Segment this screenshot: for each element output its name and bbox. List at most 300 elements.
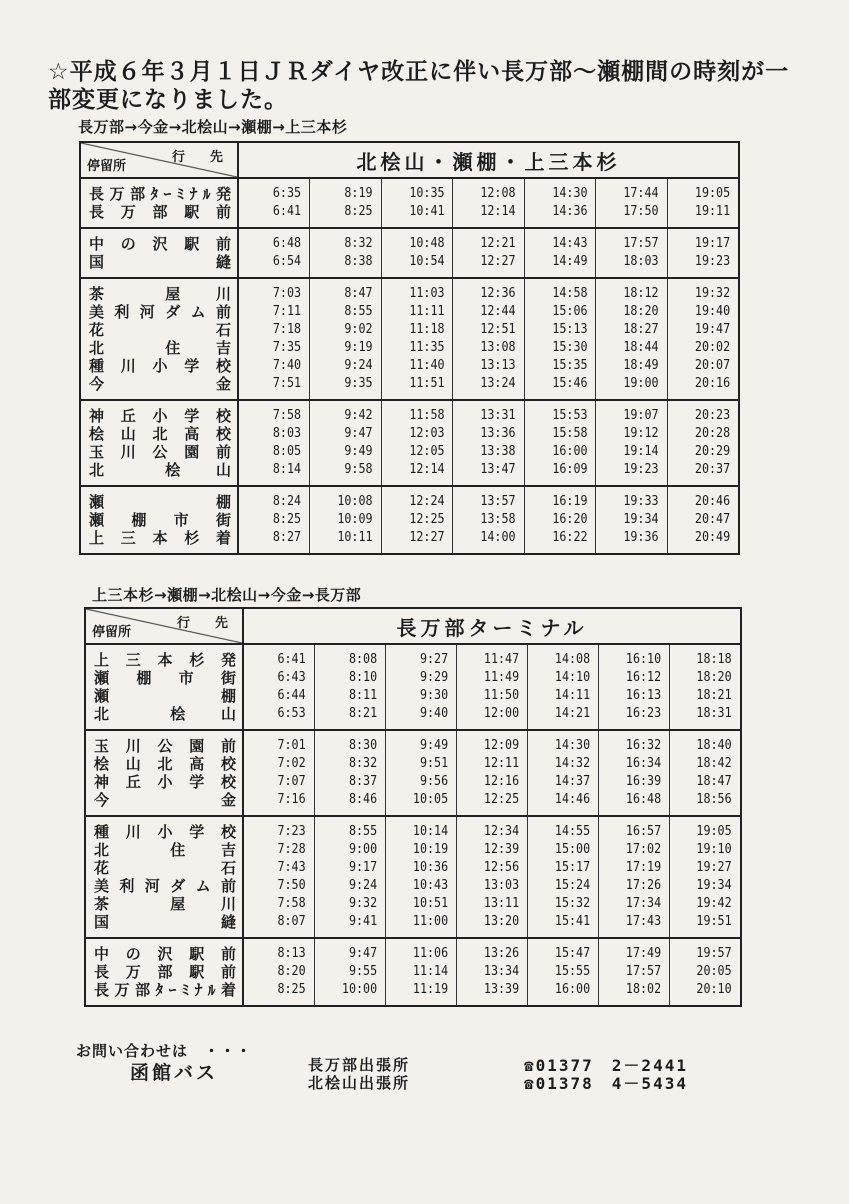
stop-name: 花 石 <box>89 321 231 339</box>
departure-time: 11:47 <box>483 652 520 667</box>
destination-title: 長万部ターミナル <box>396 615 588 640</box>
stop-name: 美利河ダム前 <box>94 877 236 895</box>
departure-time: 6:48 <box>272 236 302 251</box>
trip-column <box>381 400 453 486</box>
departure-time: 6:41 <box>272 204 302 219</box>
trip-column <box>381 278 453 400</box>
departure-time: 8:11 <box>348 688 377 703</box>
departure-time: 13:38 <box>480 444 516 459</box>
inquiry-label: お問い合わせは ・・・ <box>76 1042 253 1060</box>
departure-time: 18:20 <box>623 304 659 319</box>
trip-column <box>667 486 739 554</box>
stop-label: 停留所 <box>92 625 132 640</box>
departure-time: 10:36 <box>412 860 448 875</box>
destination-title: 北桧山・瀬棚・上三本杉 <box>356 149 621 174</box>
stop-group <box>80 486 739 554</box>
departure-time: 11:49 <box>483 670 520 685</box>
departure-time: 7:35 <box>272 340 302 355</box>
departure-time: 12:16 <box>483 774 520 789</box>
departure-time: 14:10 <box>554 670 591 685</box>
departure-time: 15:06 <box>552 304 588 319</box>
departure-time: 20:29 <box>694 444 730 459</box>
timetable-outbound <box>79 141 740 555</box>
stop-names <box>85 938 243 1006</box>
departure-time: 15:46 <box>552 376 588 391</box>
departure-time: 11:03 <box>408 286 445 301</box>
departure-time: 16:10 <box>626 652 662 667</box>
departure-time: 7:23 <box>277 824 306 839</box>
trip-column <box>453 400 525 486</box>
trip-column <box>524 178 596 228</box>
departure-time: 20:37 <box>694 462 730 477</box>
departure-time: 7:28 <box>277 842 306 857</box>
departure-time: 8:55 <box>348 824 377 839</box>
stop-name: 神 丘 小 学 校 <box>89 407 231 425</box>
departure-time: 9:51 <box>419 756 448 771</box>
trip-column <box>243 816 314 938</box>
departure-time: 13:36 <box>480 426 516 441</box>
departure-time: 17:26 <box>626 878 662 893</box>
departure-time: 8:14 <box>272 462 302 477</box>
header-corner <box>80 142 238 178</box>
departure-time: 16:23 <box>626 706 662 721</box>
route-outbound: 長万部→今金→北桧山→瀬棚→上三本杉 <box>78 118 348 136</box>
trip-column <box>238 228 310 278</box>
departure-time: 15:35 <box>552 358 588 373</box>
departure-time: 12:05 <box>408 444 445 459</box>
departure-time: 10:11 <box>337 530 373 545</box>
departure-time: 9:24 <box>348 878 377 893</box>
departure-time: 20:46 <box>694 494 730 509</box>
departure-time: 15:17 <box>554 860 591 875</box>
departure-time: 6:41 <box>277 652 306 667</box>
departure-time: 7:43 <box>277 860 306 875</box>
stop-name: 中 の 沢 駅 前 <box>89 235 231 253</box>
departure-time: 13:34 <box>483 964 520 979</box>
departure-time: 20:47 <box>694 512 730 527</box>
departure-time: 12:44 <box>480 304 516 319</box>
departure-time: 19:33 <box>623 494 659 509</box>
departure-time: 15:47 <box>554 946 591 961</box>
stop-name: 国 縫 <box>94 913 236 931</box>
stop-name: 長万部ﾀｰﾐﾅﾙ発 <box>89 185 231 203</box>
trip-column <box>667 400 739 486</box>
trip-column <box>310 228 382 278</box>
departure-time: 6:53 <box>277 706 306 721</box>
departure-time: 7:58 <box>277 896 306 911</box>
departure-time: 13:39 <box>483 982 520 997</box>
departure-time: 8:37 <box>348 774 377 789</box>
departure-time: 12:51 <box>480 322 516 337</box>
stop-name: 長 万 部 駅 前 <box>94 963 236 981</box>
departure-time: 20:16 <box>694 376 730 391</box>
trip-column <box>670 644 741 730</box>
departure-time: 14:30 <box>554 738 591 753</box>
departure-time: 12:09 <box>483 738 520 753</box>
departure-time: 14:43 <box>552 236 588 251</box>
departure-time: 20:02 <box>694 340 730 355</box>
departure-time: 19:07 <box>623 408 659 423</box>
stop-name: 瀬 棚 <box>89 493 231 511</box>
departure-time: 19:05 <box>694 186 730 201</box>
departure-time: 18:12 <box>623 286 659 301</box>
departure-time: 18:20 <box>696 670 732 685</box>
departure-time: 16:32 <box>626 738 662 753</box>
stop-name: 桧 山 北 高 校 <box>94 755 236 773</box>
departure-time: 8:10 <box>348 670 377 685</box>
stop-name: 玉 川 公 園 前 <box>94 737 236 755</box>
stop-group <box>80 278 739 400</box>
departure-time: 14:00 <box>480 530 516 545</box>
departure-time: 16:57 <box>626 824 662 839</box>
departure-time: 12:25 <box>483 792 520 807</box>
trip-column <box>381 486 453 554</box>
departure-time: 18:47 <box>696 774 732 789</box>
departure-time: 8:30 <box>348 738 377 753</box>
departure-time: 13:08 <box>480 340 516 355</box>
departure-time: 14:11 <box>554 688 591 703</box>
departure-time: 7:02 <box>277 756 306 771</box>
departure-time: 12:03 <box>408 426 445 441</box>
revision-notice: ☆平成６年３月１日ＪＲダイヤ改正に伴い長万部～瀬棚間の時刻が一部変更になりました。 <box>48 59 790 113</box>
trip-column <box>596 400 668 486</box>
departure-time: 9:56 <box>419 774 448 789</box>
stop-name: 北 住 吉 <box>89 339 231 357</box>
departure-time: 12:08 <box>480 186 516 201</box>
trip-column <box>667 228 739 278</box>
departure-time: 18:49 <box>623 358 659 373</box>
departure-time: 11:11 <box>408 304 445 319</box>
departure-time: 16:00 <box>554 982 591 997</box>
phone-number: ☎01377 2－2441 <box>524 1056 688 1075</box>
stop-name: 中 の 沢 駅 前 <box>94 945 236 963</box>
trip-column <box>670 816 741 938</box>
destination-label: 行 先 <box>171 150 229 165</box>
departure-time: 18:02 <box>626 982 662 997</box>
departure-time: 10:14 <box>412 824 448 839</box>
office-name: 長万部出張所 <box>308 1056 411 1074</box>
departure-time: 8:21 <box>348 706 377 721</box>
timetable-inbound <box>84 607 742 1007</box>
contact-block <box>76 1040 776 1100</box>
departure-time: 9:29 <box>419 670 448 685</box>
stop-names <box>85 816 243 938</box>
departure-time: 14:30 <box>552 186 588 201</box>
departure-time: 10:54 <box>408 254 445 269</box>
departure-time: 13:24 <box>480 376 516 391</box>
departure-time: 19:17 <box>694 236 730 251</box>
stop-name: 花 石 <box>94 859 236 877</box>
departure-time: 20:23 <box>694 408 730 423</box>
office-name: 北桧山出張所 <box>308 1074 411 1092</box>
stop-name: 上 三 本 杉 発 <box>94 651 236 669</box>
departure-time: 19:14 <box>623 444 659 459</box>
departure-time: 12:14 <box>408 462 445 477</box>
departure-time: 16:39 <box>626 774 662 789</box>
departure-time: 9:58 <box>344 462 373 477</box>
departure-time: 13:13 <box>480 358 516 373</box>
departure-time: 16:09 <box>552 462 588 477</box>
trip-column <box>528 644 599 730</box>
departure-time: 19:11 <box>694 204 730 219</box>
trip-column <box>310 400 382 486</box>
stop-names <box>80 400 238 486</box>
trip-column <box>314 730 385 816</box>
departure-time: 18:21 <box>696 688 732 703</box>
departure-time: 17:57 <box>623 236 659 251</box>
departure-time: 16:22 <box>552 530 588 545</box>
stop-name: 玉 川 公 園 前 <box>89 443 231 461</box>
departure-time: 10:41 <box>408 204 445 219</box>
departure-time: 14:37 <box>554 774 591 789</box>
departure-time: 13:20 <box>483 914 520 929</box>
departure-time: 8:46 <box>348 792 377 807</box>
departure-time: 11:50 <box>483 688 520 703</box>
departure-time: 6:44 <box>277 688 306 703</box>
stop-name: 神 丘 小 学 校 <box>94 773 236 791</box>
trip-column <box>524 228 596 278</box>
departure-time: 7:51 <box>272 376 302 391</box>
departure-time: 19:57 <box>696 946 732 961</box>
trip-column <box>456 730 527 816</box>
departure-time: 14:08 <box>554 652 591 667</box>
trip-column <box>456 644 527 730</box>
trip-column <box>456 938 527 1006</box>
stop-name: 桧 山 北 高 校 <box>89 425 231 443</box>
stop-group <box>85 816 741 938</box>
departure-time: 15:30 <box>552 340 588 355</box>
departure-time: 15:13 <box>552 322 588 337</box>
trip-column <box>453 228 525 278</box>
departure-time: 9:35 <box>344 376 373 391</box>
departure-time: 8:20 <box>277 964 306 979</box>
departure-time: 11:14 <box>412 964 448 979</box>
departure-time: 19:40 <box>694 304 730 319</box>
departure-time: 9:24 <box>344 358 373 373</box>
stop-group <box>80 228 739 278</box>
departure-time: 15:41 <box>554 914 591 929</box>
departure-time: 15:58 <box>552 426 588 441</box>
stop-name: 上 三 本 杉 着 <box>89 529 231 547</box>
departure-time: 12:14 <box>480 204 516 219</box>
header-row <box>85 608 741 644</box>
departure-time: 12:21 <box>480 236 516 251</box>
route-inbound: 上三本杉→瀬棚→北桧山→今金→長万部 <box>92 586 362 604</box>
header-row <box>80 142 739 178</box>
departure-time: 20:05 <box>696 964 732 979</box>
departure-time: 18:56 <box>696 792 732 807</box>
departure-time: 15:00 <box>554 842 591 857</box>
departure-time: 11:40 <box>408 358 445 373</box>
departure-time: 8:38 <box>344 254 373 269</box>
trip-column <box>528 816 599 938</box>
departure-time: 13:57 <box>480 494 516 509</box>
destination-label: 行 先 <box>176 616 234 631</box>
trip-column <box>524 278 596 400</box>
departure-time: 19:00 <box>623 376 659 391</box>
stop-group <box>80 400 739 486</box>
departure-time: 9:47 <box>348 946 377 961</box>
departure-time: 9:47 <box>344 426 373 441</box>
departure-time: 18:42 <box>696 756 732 771</box>
trip-column <box>596 278 668 400</box>
departure-time: 11:19 <box>412 982 448 997</box>
departure-time: 6:35 <box>272 186 302 201</box>
trip-column <box>667 278 739 400</box>
departure-time: 17:34 <box>626 896 662 911</box>
departure-time: 7:07 <box>277 774 306 789</box>
stop-group <box>85 644 741 730</box>
departure-time: 8:08 <box>348 652 377 667</box>
departure-time: 9:41 <box>348 914 377 929</box>
departure-time: 9:00 <box>348 842 377 857</box>
departure-time: 7:18 <box>272 322 302 337</box>
departure-time: 9:32 <box>348 896 377 911</box>
departure-time: 18:03 <box>623 254 659 269</box>
departure-time: 13:31 <box>480 408 516 423</box>
departure-time: 15:55 <box>554 964 591 979</box>
departure-time: 13:03 <box>483 878 520 893</box>
departure-time: 8:32 <box>344 236 373 251</box>
departure-time: 7:58 <box>272 408 302 423</box>
departure-time: 12:56 <box>483 860 520 875</box>
departure-time: 18:27 <box>623 322 659 337</box>
departure-time: 16:48 <box>626 792 662 807</box>
departure-time: 10:09 <box>337 512 373 527</box>
departure-time: 13:47 <box>480 462 516 477</box>
departure-time: 9:19 <box>344 340 373 355</box>
company-name: 函館バス <box>130 1062 219 1084</box>
departure-time: 11:51 <box>408 376 445 391</box>
departure-time: 16:20 <box>552 512 588 527</box>
departure-time: 6:43 <box>277 670 306 685</box>
trip-column <box>524 486 596 554</box>
departure-time: 12:11 <box>483 756 520 771</box>
trip-column <box>310 486 382 554</box>
departure-time: 12:00 <box>483 706 520 721</box>
stop-name: 長万部ﾀｰﾐﾅﾙ着 <box>94 981 236 999</box>
departure-time: 11:35 <box>408 340 445 355</box>
departure-time: 13:26 <box>483 946 520 961</box>
departure-time: 8:03 <box>272 426 302 441</box>
departure-time: 18:31 <box>696 706 732 721</box>
departure-time: 12:27 <box>480 254 516 269</box>
trip-column <box>385 644 456 730</box>
departure-time: 8:25 <box>344 204 373 219</box>
departure-time: 9:30 <box>419 688 448 703</box>
departure-time: 10:43 <box>412 878 448 893</box>
departure-time: 20:28 <box>694 426 730 441</box>
departure-time: 19:34 <box>696 878 732 893</box>
trip-column <box>310 278 382 400</box>
trip-column <box>596 228 668 278</box>
phone-number: ☎01378 4－5434 <box>524 1074 688 1093</box>
departure-time: 19:42 <box>696 896 732 911</box>
stop-name: 今 金 <box>89 375 231 393</box>
departure-time: 7:50 <box>277 878 306 893</box>
departure-time: 14:49 <box>552 254 588 269</box>
departure-time: 12:39 <box>483 842 520 857</box>
departure-time: 14:55 <box>554 824 591 839</box>
stop-names <box>80 486 238 554</box>
stop-group <box>85 730 741 816</box>
departure-time: 19:32 <box>694 286 730 301</box>
departure-time: 17:02 <box>626 842 662 857</box>
departure-time: 7:01 <box>277 738 306 753</box>
stop-group <box>80 178 739 228</box>
stop-name: 瀬 棚 市 街 <box>94 669 236 687</box>
departure-time: 10:19 <box>412 842 448 857</box>
departure-time: 10:51 <box>412 896 448 911</box>
departure-time: 15:24 <box>554 878 591 893</box>
trip-column <box>238 178 310 228</box>
departure-time: 8:13 <box>277 946 306 961</box>
departure-time: 14:32 <box>554 756 591 771</box>
departure-time: 12:25 <box>408 512 445 527</box>
departure-time: 12:27 <box>408 530 445 545</box>
stop-names <box>80 278 238 400</box>
trip-column <box>599 938 670 1006</box>
departure-time: 9:17 <box>348 860 377 875</box>
header-corner <box>85 608 243 644</box>
trip-column <box>453 486 525 554</box>
departure-time: 7:11 <box>272 304 302 319</box>
departure-time: 9:42 <box>344 408 373 423</box>
trip-column <box>385 816 456 938</box>
departure-time: 8:55 <box>344 304 373 319</box>
departure-time: 14:46 <box>554 792 591 807</box>
trip-column <box>667 178 739 228</box>
stop-names <box>80 178 238 228</box>
departure-time: 9:55 <box>348 964 377 979</box>
trip-column <box>314 938 385 1006</box>
stop-name: 茶 屋 川 <box>89 285 231 303</box>
trip-column <box>599 644 670 730</box>
departure-time: 9:02 <box>344 322 373 337</box>
stop-name: 長 万 部 駅 前 <box>89 203 231 221</box>
departure-time: 8:07 <box>277 914 306 929</box>
departure-time: 17:49 <box>626 946 662 961</box>
trip-column <box>238 400 310 486</box>
trip-column <box>381 228 453 278</box>
stop-group <box>85 938 741 1006</box>
trip-column <box>243 644 314 730</box>
departure-time: 10:08 <box>337 494 373 509</box>
departure-time: 16:19 <box>552 494 588 509</box>
trip-column <box>599 730 670 816</box>
departure-time: 8:32 <box>348 756 377 771</box>
trip-column <box>238 278 310 400</box>
departure-time: 11:06 <box>412 946 448 961</box>
departure-time: 9:27 <box>419 652 448 667</box>
trip-column <box>670 938 741 1006</box>
stop-name: 国 縫 <box>89 253 231 271</box>
departure-time: 19:05 <box>696 824 732 839</box>
departure-time: 8:25 <box>277 982 306 997</box>
departure-time: 16:34 <box>626 756 662 771</box>
stop-name: 種 川 小 学 校 <box>89 357 231 375</box>
departure-time: 16:13 <box>626 688 662 703</box>
departure-time: 19:27 <box>696 860 732 875</box>
stop-name: 北 桧 山 <box>89 461 231 479</box>
departure-time: 18:40 <box>696 738 732 753</box>
departure-time: 16:00 <box>552 444 588 459</box>
stop-name: 北 桧 山 <box>94 705 236 723</box>
trip-column <box>314 816 385 938</box>
stop-name: 美利河ダム前 <box>89 303 231 321</box>
stop-name: 北 住 吉 <box>94 841 236 859</box>
departure-time: 19:23 <box>694 254 730 269</box>
